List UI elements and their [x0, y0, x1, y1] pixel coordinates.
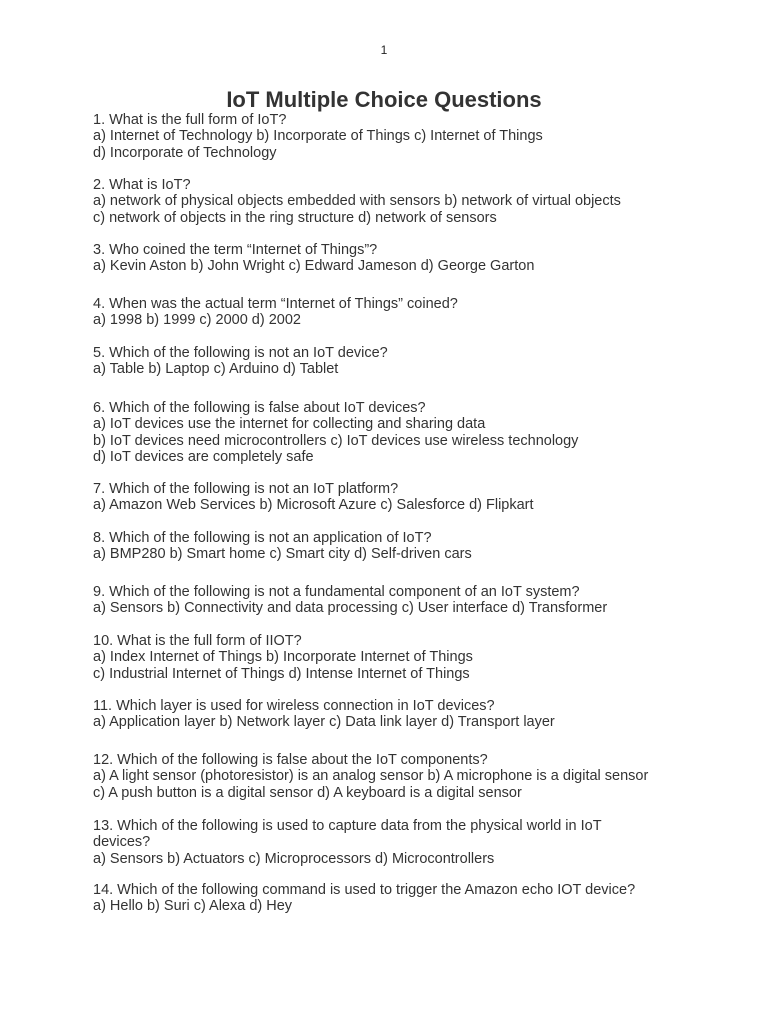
question-item	[93, 242, 733, 275]
question-item	[93, 177, 733, 226]
answer-options: a) Kevin Aston b) John Wright c) Edward Jameson d) George Garton	[93, 258, 535, 275]
question-text: 11. Which layer is used for wireless connection in IoT devices?	[93, 698, 495, 714]
answer-options: d) Incorporate of Technology	[93, 144, 277, 161]
answer-options: a) Amazon Web Services b) Microsoft Azure c) Salesforce d) Flipkart	[93, 497, 534, 514]
answer-options: a) Table b) Laptop c) Arduino d) Tablet	[93, 361, 339, 378]
question-item	[93, 584, 733, 617]
question-text: 3. Who coined the term “Internet of Things”?	[93, 242, 378, 258]
question-text: 5. Which of the following is not an IoT device?	[93, 345, 388, 361]
page-title: IoT Multiple Choice Questions	[226, 87, 542, 112]
question-text: 6. Which of the following is false about IoT devices?	[93, 400, 426, 416]
answer-options: a) network of physical objects embedded with sensors b) network of virtual objects	[93, 193, 621, 210]
question-text: 14. Which of the following command is used to trigger the Amazon echo IOT device?	[93, 882, 636, 898]
answer-options: a) IoT devices use the internet for collecting and sharing data	[93, 416, 486, 433]
question-item	[93, 296, 733, 329]
question-item	[93, 112, 733, 161]
question-item	[93, 481, 733, 514]
answer-options: a) Hello b) Suri c) Alexa d) Hey	[93, 898, 293, 915]
page-number: 1	[380, 43, 388, 57]
question-item	[93, 530, 733, 563]
answer-options: a) Application layer b) Network layer c) Data link layer d) Transport layer	[93, 714, 555, 731]
answer-options: a) 1998 b) 1999 c) 2000 d) 2002	[93, 312, 301, 329]
answer-options: a) A light sensor (photoresistor) is an analog sensor b) A microphone is a digital sensor	[93, 768, 649, 785]
answer-options: c) network of objects in the ring structure d) network of sensors	[93, 209, 497, 226]
answer-options: a) Internet of Technology b) Incorporate of Things c) Internet of Things	[93, 128, 543, 145]
question-item	[93, 698, 733, 731]
answer-options: a) BMP280 b) Smart home c) Smart city d) Self-driven cars	[93, 546, 472, 563]
question-text: 8. Which of the following is not an application of IoT?	[93, 530, 432, 546]
question-text: 12. Which of the following is false about the IoT components?	[93, 752, 488, 768]
question-item	[93, 345, 733, 378]
answer-options: b) IoT devices need microcontrollers c) IoT devices use wireless technology	[93, 432, 579, 449]
question-item	[93, 633, 733, 682]
question-text: 13. Which of the following is used to capture data from the physical world in IoT	[93, 818, 602, 834]
answer-options: a) Sensors b) Actuators c) Microprocessors d) Microcontrollers	[93, 850, 495, 867]
question-text: 7. Which of the following is not an IoT platform?	[93, 481, 399, 497]
question-text: 9. Which of the following is not a fundamental component of an IoT system?	[93, 584, 580, 600]
answer-options: d) IoT devices are completely safe	[93, 448, 314, 465]
question-text: 10. What is the full form of IIOT?	[93, 633, 302, 649]
question-text: devices?	[93, 834, 151, 851]
answer-options: c) A push button is a digital sensor d) A keyboard is a digital sensor	[93, 784, 522, 801]
question-item	[93, 818, 733, 867]
question-item	[93, 882, 733, 915]
question-text: 2. What is IoT?	[93, 177, 191, 193]
question-text: 4. When was the actual term “Internet of Things” coined?	[93, 296, 458, 312]
question-item	[93, 752, 733, 801]
answer-options: c) Industrial Internet of Things d) Intense Internet of Things	[93, 665, 470, 682]
question-item	[93, 400, 733, 465]
question-text: 1. What is the full form of IoT?	[93, 112, 287, 128]
answer-options: a) Sensors b) Connectivity and data processing c) User interface d) Transformer	[93, 600, 608, 617]
answer-options: a) Index Internet of Things b) Incorporate Internet of Things	[93, 649, 473, 666]
